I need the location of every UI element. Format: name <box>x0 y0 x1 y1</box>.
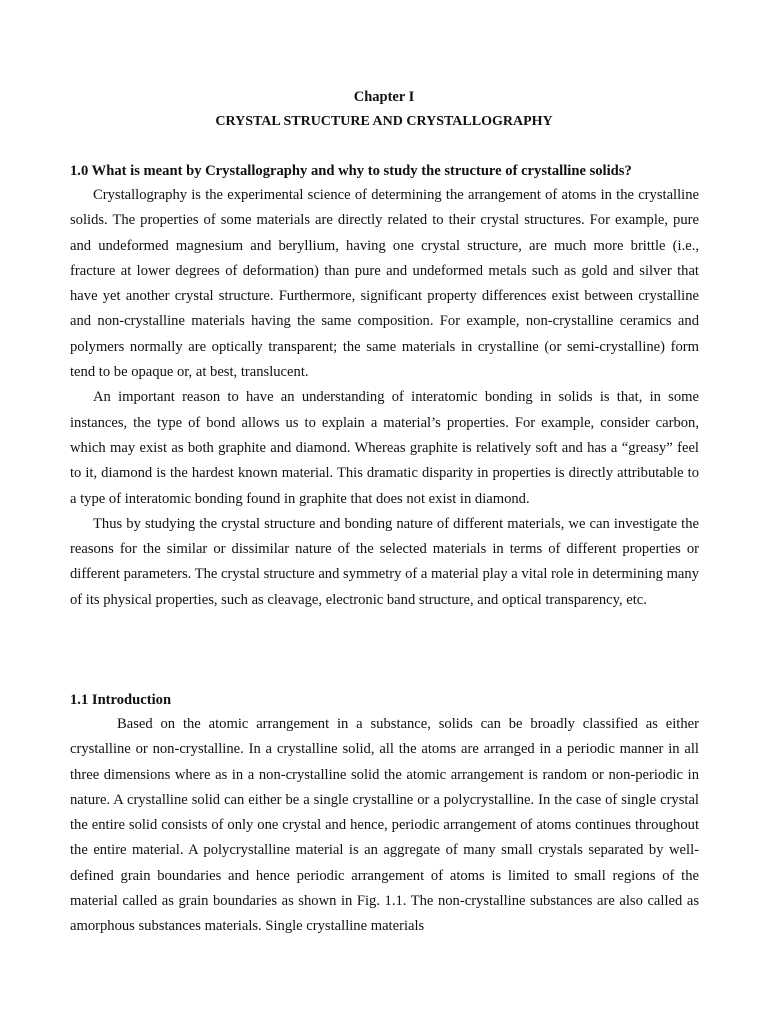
paragraph: Thus by studying the crystal structure and bonding nature of different materials, we can investigate the reasons for the similar or dissimilar nature of the selected materials in terms of different properties or different parameters. The crystal structure and symmetry of a material play a vital role in determining many of its physical properties, such as cleavage, electronic band structure, and optical transparency, etc. <box>70 515 699 608</box>
paragraph: An important reason to have an understanding of interatomic bonding in solids is that, in some instances, the type of bond allows us to explain a material’s properties. For example, consider carbon, which may exist as both graphite and diamond. Whereas graphite is relatively soft and has a “greasy” feel to it, diamond is the hardest known material. This dramatic disparity in properties is directly attributable to a type of interatomic bonding found in graphite that does not exist in diamond. <box>70 389 699 507</box>
paragraph: Crystallography is the experimental science of determining the arrangement of atoms in the crystalline solids. The properties of some materials are directly related to their crystal structures. For example, pure and undeformed magnesium and beryllium, having one crystal structure, are much more brittle (i.e., fracture at lower degrees of deformation) than pure and undeformed metals such as gold and silver that have yet another crystal structure. Furthermore, significant property differences exist between crystalline and non-crystalline materials having the same composition. For example, non-crystalline ceramics and polymers normally are optically transparent; the same materials in crystalline (or semi-crystalline) form tend to be opaque or, at best, translucent. <box>70 187 699 381</box>
chapter-title: CRYSTAL STRUCTURE AND CRYSTALLOGRAPHY <box>215 114 553 129</box>
chapter-label: Chapter I <box>353 89 415 105</box>
section-heading-introduction: 1.1 Introduction <box>70 692 172 708</box>
section-heading-crystallography: 1.0 What is meant by Crystallography and why to study the structure of crystalline solids? <box>70 163 632 179</box>
section-body-crystallography <box>70 183 699 613</box>
section-body-introduction <box>70 712 699 940</box>
paragraph: Based on the atomic arrangement in a substance, solids can be broadly classified as either crystalline or non-crystalline. In a crystalline solid, all the atoms are arranged in a periodic manner in all three dimensions where as in a non-crystalline solid the atomic arrangement is random or non-periodic in nature. A crystalline solid can either be a single crystalline or a polycrystalline. In the case of single crystal the entire solid consists of only one crystal and hence, periodic arrangement of atoms continues throughout the entire material. A polycrystalline material is an aggregate of many small crystals separated by well-defined grain boundaries and hence periodic arrangement of atoms is limited to small regions of the material called as grain boundaries as shown in Fig. 1.1. The non-crystalline substances are also called as amorphous substances materials. Single crystalline materials <box>70 716 699 935</box>
